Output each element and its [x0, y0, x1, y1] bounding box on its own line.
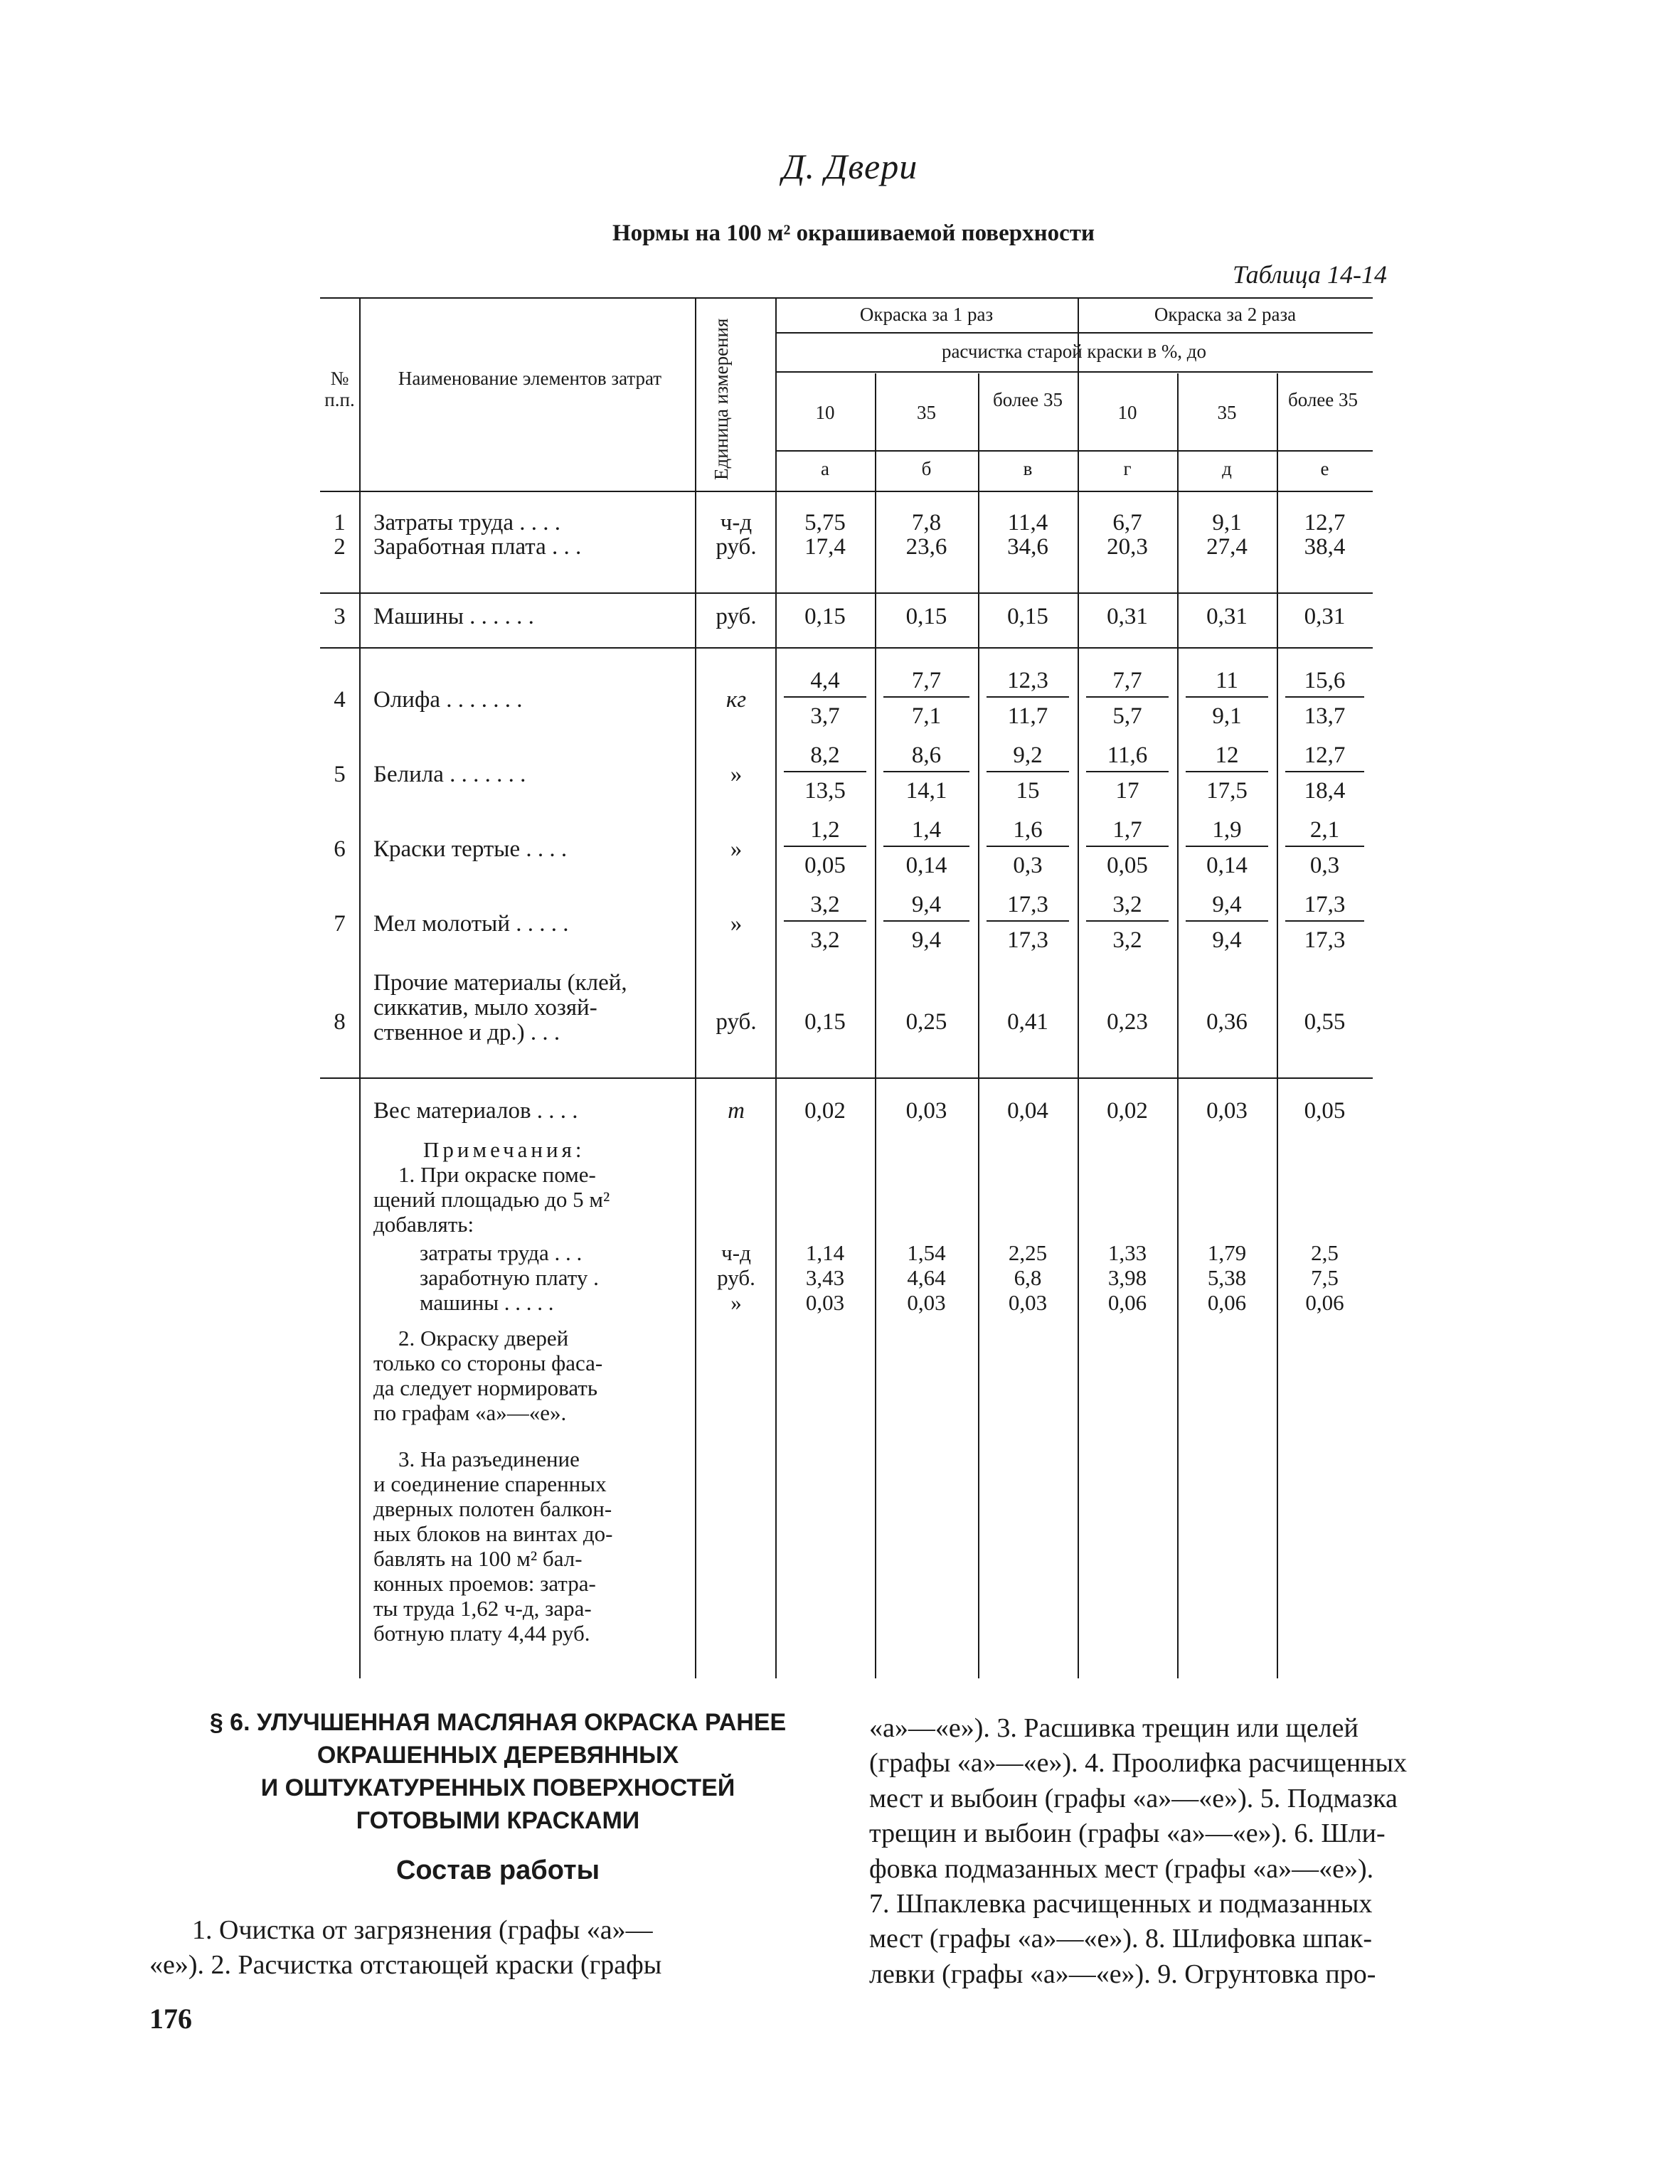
- header-unit: Единица измерения: [711, 318, 732, 480]
- note-cell-value: 7,5: [1311, 1265, 1339, 1290]
- cell-denominator: 17,5: [1206, 778, 1248, 804]
- pct-a: 10: [815, 402, 835, 423]
- weight-row-name: Вес материалов . . . .: [373, 1098, 578, 1124]
- cell-value: 0,31: [1107, 604, 1148, 629]
- cell-denominator: 11,7: [1007, 703, 1048, 729]
- col-rule-no: [359, 299, 361, 1678]
- cell-numerator: 1,2: [784, 818, 866, 847]
- note-line: ботную плату 4,44 руб.: [373, 1621, 590, 1646]
- cell-numerator: 2,1: [1285, 818, 1364, 847]
- cell-value: 0,15: [905, 604, 947, 629]
- row-unit: руб.: [716, 604, 757, 629]
- cell-numerator: 8,2: [784, 743, 866, 772]
- cell-denominator: 3,2: [1112, 927, 1142, 953]
- cell-value: 23,6: [905, 534, 947, 560]
- note-line: 1. При окраске поме-: [398, 1162, 596, 1187]
- note-line: только со стороны фаса-: [373, 1351, 603, 1375]
- note-cell-value: 6,8: [1014, 1265, 1042, 1290]
- subgroup-rule: [775, 371, 1373, 373]
- cell-numerator: 1,9: [1186, 818, 1268, 847]
- note-cell-value: 0,03: [1008, 1290, 1048, 1315]
- text-line: 1. Очистка от загрязнения (графы «а»—: [192, 1915, 653, 1945]
- row-unit: кг: [725, 687, 747, 713]
- row-name: Заработная плата . . .: [373, 534, 582, 560]
- cell-numerator: 12,3: [987, 668, 1069, 698]
- letter-f: е: [1320, 458, 1329, 479]
- cell-numerator: 9,2: [987, 743, 1069, 772]
- cell-value: 0,15: [1007, 604, 1048, 629]
- cell-numerator: 9,4: [883, 893, 969, 922]
- row-rule-1: [320, 592, 1373, 594]
- note-line: щений площадью до 5 м²: [373, 1187, 610, 1212]
- cell-denominator: 3,7: [810, 703, 840, 729]
- cell-value: 0,02: [1107, 1098, 1148, 1124]
- cell-value: 0,31: [1206, 604, 1248, 629]
- note-cell-value: 0,06: [1107, 1290, 1147, 1315]
- cell-numerator: 4,4: [784, 668, 866, 698]
- cell-numerator: 3,2: [784, 893, 866, 922]
- cell-numerator: 15,6: [1285, 668, 1364, 698]
- note-line: 3. На разъединение: [398, 1447, 580, 1471]
- pct-e: 35: [1217, 402, 1237, 423]
- row-number: 7: [334, 911, 346, 937]
- cell-value: 0,15: [804, 604, 846, 629]
- cell-denominator: 9,1: [1212, 703, 1242, 729]
- cell-denominator: 17,3: [1007, 927, 1048, 953]
- section-title: Д. Двери: [782, 147, 918, 186]
- right-column-text: [869, 1711, 1548, 1992]
- pct-rule: [775, 450, 1373, 452]
- cell-denominator: 0,3: [1309, 853, 1340, 878]
- cell-value: 0,15: [804, 1009, 846, 1035]
- note-line: да следует нормировать: [373, 1375, 597, 1400]
- header-no: № п.п.: [324, 368, 355, 410]
- table-top-rule: [320, 297, 1373, 299]
- row-unit: »: [730, 762, 743, 787]
- col-rule-c: [1078, 299, 1079, 1678]
- pct-b: 35: [917, 402, 936, 423]
- cell-numerator: 1,4: [883, 818, 969, 847]
- text-line: мест (графы «а»—«е»). 8. Шлифовка шпак-: [869, 1924, 1373, 1954]
- cell-denominator: 7,1: [911, 703, 942, 729]
- cell-value: 20,3: [1107, 534, 1148, 560]
- cell-numerator: 3,2: [1086, 893, 1169, 922]
- cell-denominator: 9,4: [911, 927, 942, 953]
- row-rule-3: [320, 1077, 1373, 1079]
- cell-numerator: 9,4: [1186, 893, 1268, 922]
- cell-value: 0,03: [1206, 1098, 1248, 1124]
- note-cell-value: 0,06: [1207, 1290, 1247, 1315]
- cell-denominator: 0,05: [804, 853, 846, 878]
- cell-denominator: 17,3: [1304, 927, 1346, 953]
- header-subgroup: расчистка старой краски в %, до: [941, 341, 1207, 362]
- table-number: Таблица 14-14: [1232, 260, 1387, 289]
- row-unit: »: [730, 836, 743, 862]
- cell-denominator: 0,3: [1013, 853, 1043, 878]
- row-name: Олифа . . . . . . .: [373, 687, 523, 713]
- cell-numerator: 8,6: [883, 743, 969, 772]
- row-rule-2: [320, 647, 1373, 649]
- pct-d: 10: [1117, 402, 1137, 423]
- note-line: и соединение спаренных: [373, 1471, 607, 1496]
- letter-b: б: [921, 458, 932, 479]
- note-cell-value: 1,54: [907, 1240, 946, 1265]
- col-rule-unit: [775, 299, 777, 1678]
- cell-value: 5,75: [804, 510, 846, 536]
- letter-e: д: [1222, 458, 1232, 479]
- heading-line: ГОТОВЫМИ КРАСКАМИ: [356, 1806, 640, 1834]
- row-unit: »: [730, 911, 743, 937]
- row-number: 1: [334, 510, 346, 536]
- text-line: «а»—«е»). 3. Расшивка трещин или щелей: [869, 1713, 1359, 1743]
- cell-value: 6,7: [1112, 510, 1142, 536]
- text-line: левки (графы «а»—«е»). 9. Огрунтовка про-: [869, 1959, 1376, 1989]
- note-cell-value: 5,38: [1207, 1265, 1247, 1290]
- cell-denominator: 14,1: [905, 778, 947, 804]
- cell-numerator: 17,3: [987, 893, 1069, 922]
- heading-line: ОКРАШЕННЫХ ДЕРЕВЯННЫХ: [317, 1741, 679, 1769]
- row-number: 4: [334, 687, 346, 713]
- text-line: «е»). 2. Расчистка отстающей краски (графы: [149, 1950, 662, 1981]
- note-cell-value: 2,25: [1008, 1240, 1048, 1265]
- cell-value: 0,02: [804, 1098, 846, 1124]
- cell-value: 0,23: [1107, 1009, 1148, 1035]
- left-column-text: [149, 1913, 825, 1983]
- cell-denominator: 13,7: [1304, 703, 1346, 729]
- cell-value: 0,36: [1206, 1009, 1248, 1035]
- row-name-line: сиккатив, мыло хозяй-: [373, 995, 597, 1021]
- cell-value: 0,04: [1007, 1098, 1048, 1124]
- pct-f: более 35: [1287, 389, 1359, 410]
- cell-value: 38,4: [1304, 534, 1346, 560]
- cell-numerator: 11,6: [1086, 743, 1169, 772]
- header-group2: Окраска за 2 раза: [1154, 304, 1297, 325]
- cell-value: 9,1: [1212, 510, 1242, 536]
- row-name: Затраты труда . . . .: [373, 510, 561, 536]
- cell-numerator: 17,3: [1285, 893, 1364, 922]
- row-number: 5: [334, 762, 346, 787]
- cell-denominator: 15: [1016, 778, 1040, 804]
- cell-value: 0,25: [905, 1009, 947, 1035]
- cell-value: 0,55: [1304, 1009, 1346, 1035]
- table-subtitle: Нормы на 100 м² окрашиваемой поверхности: [612, 220, 1095, 246]
- note-subrow-name: машины . . . . .: [420, 1290, 554, 1315]
- note-cell-value: 0,06: [1305, 1290, 1344, 1315]
- row-name: Мел молотый . . . . .: [373, 911, 569, 937]
- cell-denominator: 5,7: [1112, 703, 1142, 729]
- cell-denominator: 0,14: [1206, 853, 1248, 878]
- cell-value: 0,03: [905, 1098, 947, 1124]
- cell-denominator: 13,5: [804, 778, 846, 804]
- row-name: Краски тертые . . . .: [373, 836, 568, 862]
- note-cell-value: 1,33: [1107, 1240, 1147, 1265]
- pct-c: более 35: [992, 389, 1063, 410]
- cell-denominator: 0,14: [905, 853, 947, 878]
- group-rule: [775, 332, 1373, 334]
- col-rule-name: [695, 299, 696, 1678]
- note-subrow-name: затраты труда . . .: [420, 1240, 583, 1265]
- weight-row-unit: т: [728, 1098, 745, 1124]
- note-line: ты труда 1,62 ч-д, зара-: [373, 1596, 592, 1621]
- note-line: 2. Окраску дверей: [398, 1326, 569, 1351]
- row-unit: руб.: [716, 1009, 757, 1035]
- note-subrow-unit: ч-д: [721, 1240, 751, 1265]
- cell-denominator: 17: [1115, 778, 1139, 804]
- cell-value: 0,31: [1304, 604, 1346, 629]
- cell-numerator: 7,7: [1086, 668, 1169, 698]
- cell-numerator: 1,7: [1086, 818, 1169, 847]
- row-name-line: ственное и др.) . . .: [373, 1020, 560, 1045]
- text-line: (графы «а»—«е»). 4. Проолифка расчищенных: [869, 1748, 1408, 1779]
- row-unit: руб.: [716, 534, 757, 560]
- note-cell-value: 1,14: [805, 1240, 845, 1265]
- heading-line: § 6. УЛУЧШЕННАЯ МАСЛЯНАЯ ОКРАСКА РАНЕЕ: [209, 1709, 787, 1736]
- note-cell-value: 0,03: [805, 1290, 845, 1315]
- header-bottom-rule: [320, 491, 1373, 492]
- notes-title: Примечания:: [423, 1137, 585, 1162]
- row-number: 3: [334, 604, 346, 629]
- row-name: Машины . . . . . .: [373, 604, 534, 629]
- row-unit: ч-д: [720, 510, 753, 536]
- note-line: добавлять:: [373, 1212, 474, 1237]
- page-number: 176: [149, 2003, 192, 2035]
- cell-denominator: 9,4: [1212, 927, 1242, 953]
- text-line: трещин и выбоин (графы «а»—«е»). 6. Шли-: [869, 1818, 1386, 1849]
- cell-value: 0,05: [1304, 1098, 1346, 1124]
- letter-a: а: [821, 458, 829, 479]
- header-group1: Окраска за 1 раз: [859, 304, 994, 325]
- section6-heading: [142, 1707, 854, 1838]
- cell-value: 7,8: [911, 510, 942, 536]
- note-subrow-name: заработную плату .: [420, 1265, 599, 1290]
- letter-c: в: [1023, 458, 1033, 479]
- letter-d: г: [1123, 458, 1132, 479]
- header-name: Наименование элементов затрат: [398, 368, 662, 389]
- cell-value: 34,6: [1007, 534, 1048, 560]
- row-name: Белила . . . . . . .: [373, 762, 526, 787]
- heading-line: И ОШТУКАТУРЕННЫХ ПОВЕРХНОСТЕЙ: [260, 1774, 735, 1801]
- note-cell-value: 4,64: [907, 1265, 946, 1290]
- cell-value: 17,4: [804, 534, 846, 560]
- note-cell-value: 3,98: [1107, 1265, 1147, 1290]
- cell-numerator: 7,7: [883, 668, 969, 698]
- note-line: ных блоков на винтах до-: [373, 1521, 613, 1546]
- text-line: мест и выбоин (графы «а»—«е»). 5. Подмазка: [869, 1783, 1398, 1813]
- row-name-line: Прочие материалы (клей,: [373, 970, 627, 996]
- note-cell-value: 1,79: [1207, 1240, 1247, 1265]
- work-composition-heading: Состав работы: [395, 1855, 600, 1885]
- cell-value: 11,4: [1007, 510, 1048, 536]
- note-cell-value: 3,43: [805, 1265, 845, 1290]
- note-cell-value: 0,03: [907, 1290, 946, 1315]
- text-line: 7. Шпаклевка расчищенных и подмазанных: [869, 1888, 1373, 1919]
- cell-denominator: 18,4: [1304, 778, 1346, 804]
- cell-numerator: 1,6: [987, 818, 1069, 847]
- note-line: по графам «а»—«е».: [373, 1400, 567, 1425]
- note-line: конных проемов: затра-: [373, 1571, 596, 1596]
- text-line: фовка подмазанных мест (графы «а»—«е»).: [869, 1853, 1374, 1884]
- note-line: бавлять на 100 м² бал-: [373, 1546, 583, 1571]
- cell-value: 0,41: [1007, 1009, 1048, 1035]
- note-subrow-unit: »: [730, 1290, 742, 1315]
- row-number: 6: [334, 836, 346, 862]
- note-subrow-unit: руб.: [717, 1265, 755, 1290]
- note-cell-value: 2,5: [1311, 1240, 1339, 1265]
- row-number: 8: [334, 1009, 346, 1035]
- cell-value: 12,7: [1304, 510, 1346, 536]
- cell-denominator: 3,2: [810, 927, 840, 953]
- cell-numerator: 11: [1186, 668, 1268, 698]
- cell-numerator: 12,7: [1285, 743, 1364, 772]
- row-number: 2: [334, 534, 346, 560]
- cell-denominator: 0,05: [1107, 853, 1148, 878]
- note-line: дверных полотен балкон-: [373, 1496, 612, 1521]
- cell-value: 27,4: [1206, 534, 1248, 560]
- cell-numerator: 12: [1186, 743, 1268, 772]
